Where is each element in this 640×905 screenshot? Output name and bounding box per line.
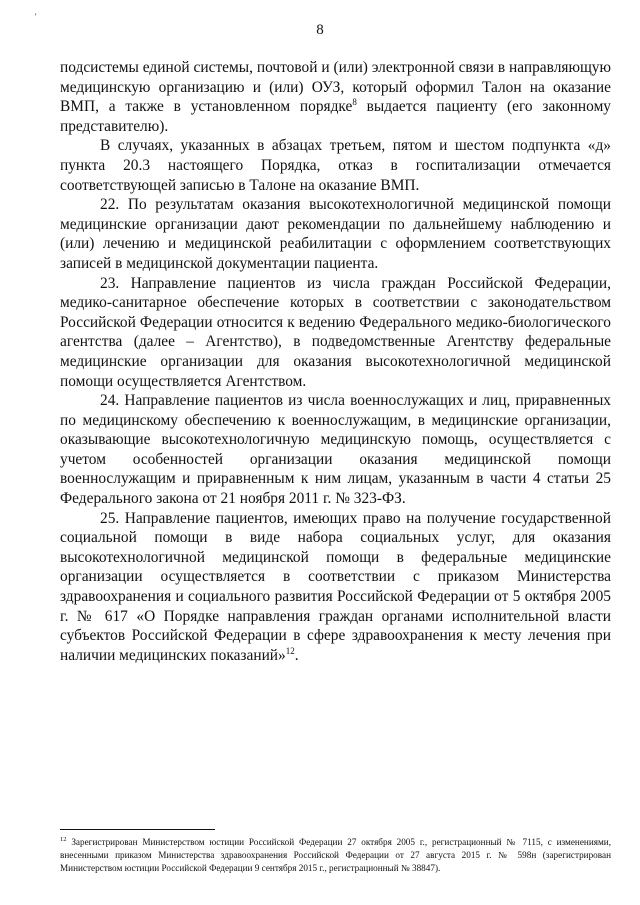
- paragraph-24: 24. Направление пациентов из числа военнослужащих и лиц, приравненных по медицинскому обеспечению к военнослужащим, в медицинские организации, оказывающие высокотехнологичную медицинскую помощь, осуществляется с учетом особенностей организации оказания медицинской помощи военнослужащим и приравненным к ним лицам, указанным в части 4 статьи 25 Федерального закона от 21 ноября 2011 г. № 323-ФЗ.: [60, 392, 611, 508]
- continuation-paragraph: [60, 58, 611, 136]
- paragraph-25-end: .: [294, 646, 299, 664]
- footnote-marker: 12: [60, 835, 67, 843]
- paragraph-23: 23. Направление пациентов из числа граждан Российской Федерации, медико-санитарное обеспечение которых в соответствии с законодательством Российской Федерации относится к ведению Федерального медико-биологического агентства (далее – Агентство), в подведомственные Агентству федеральные медицинские организации для оказания высокотехнологичной медицинской помощи осуществляется Агентством.: [60, 274, 611, 390]
- paragraph-cases: В случаях, указанных в абзацах третьем, пятом и шестом подпункта «д» пункта 20.3 настоящего Порядка, отказ в госпитализации отмечается соответствующей записью в Талоне на оказание ВМП.: [60, 137, 611, 194]
- continuation-text: подсистемы единой системы, почтовой и (или) электронной связи в направляющую медицинскую организацию и (или) ОУЗ, который оформил Талон на оказание ВМП, а также в установленном порядке: [60, 59, 611, 116]
- footnote-text: Зарегистрирован Министерством юстиции Российской Федерации 27 октября 2005 г., регистрационный № 7115, с изменениями, внесенными приказом Министерства здравоохранения Российской Федерации от 27 августа 2015 г. № 598н (зарегистрирован Министерством юстиции Российской Федерации 9 сентября 2015 г., регистрационный № 38847).: [60, 837, 611, 873]
- footnote-12: [60, 836, 611, 875]
- paragraph-22: 22. По результатам оказания высокотехнологичной медицинской помощи медицинские организации дают рекомендации по дальнейшему наблюдению и (или) лечению и медицинской реабилитации с оформлением соответствующих записей в медицинской документации пациента.: [60, 196, 611, 272]
- page-number: 8: [316, 22, 324, 38]
- footnote-ref-12: 12: [285, 645, 295, 656]
- paragraph-25: [60, 509, 611, 666]
- footnote-separator: [60, 829, 215, 830]
- footnote-ref-8: 8: [352, 97, 357, 108]
- continuation-text-end: выдается пациенту (его законному представителю).: [60, 98, 611, 135]
- scan-mark: ': [35, 12, 37, 21]
- paragraph-25-text: 25. Направление пациентов, имеющих право на получение государственной социальной помощи в виде набора социальных услуг, для оказания высокотехнологичной медицинской помощи в федеральные медицинские организации осуществляется в соответствии с приказом Министерства здравоохранения и социального развития Российской Федерации от 5 октября 2005 г. № 617 «О Порядке направления граждан органами исполнительной власти субъектов Российской Федерации в сфере здравоохранения к месту лечения при наличии медицинских показаний»: [60, 509, 611, 664]
- body-text: [60, 58, 611, 665]
